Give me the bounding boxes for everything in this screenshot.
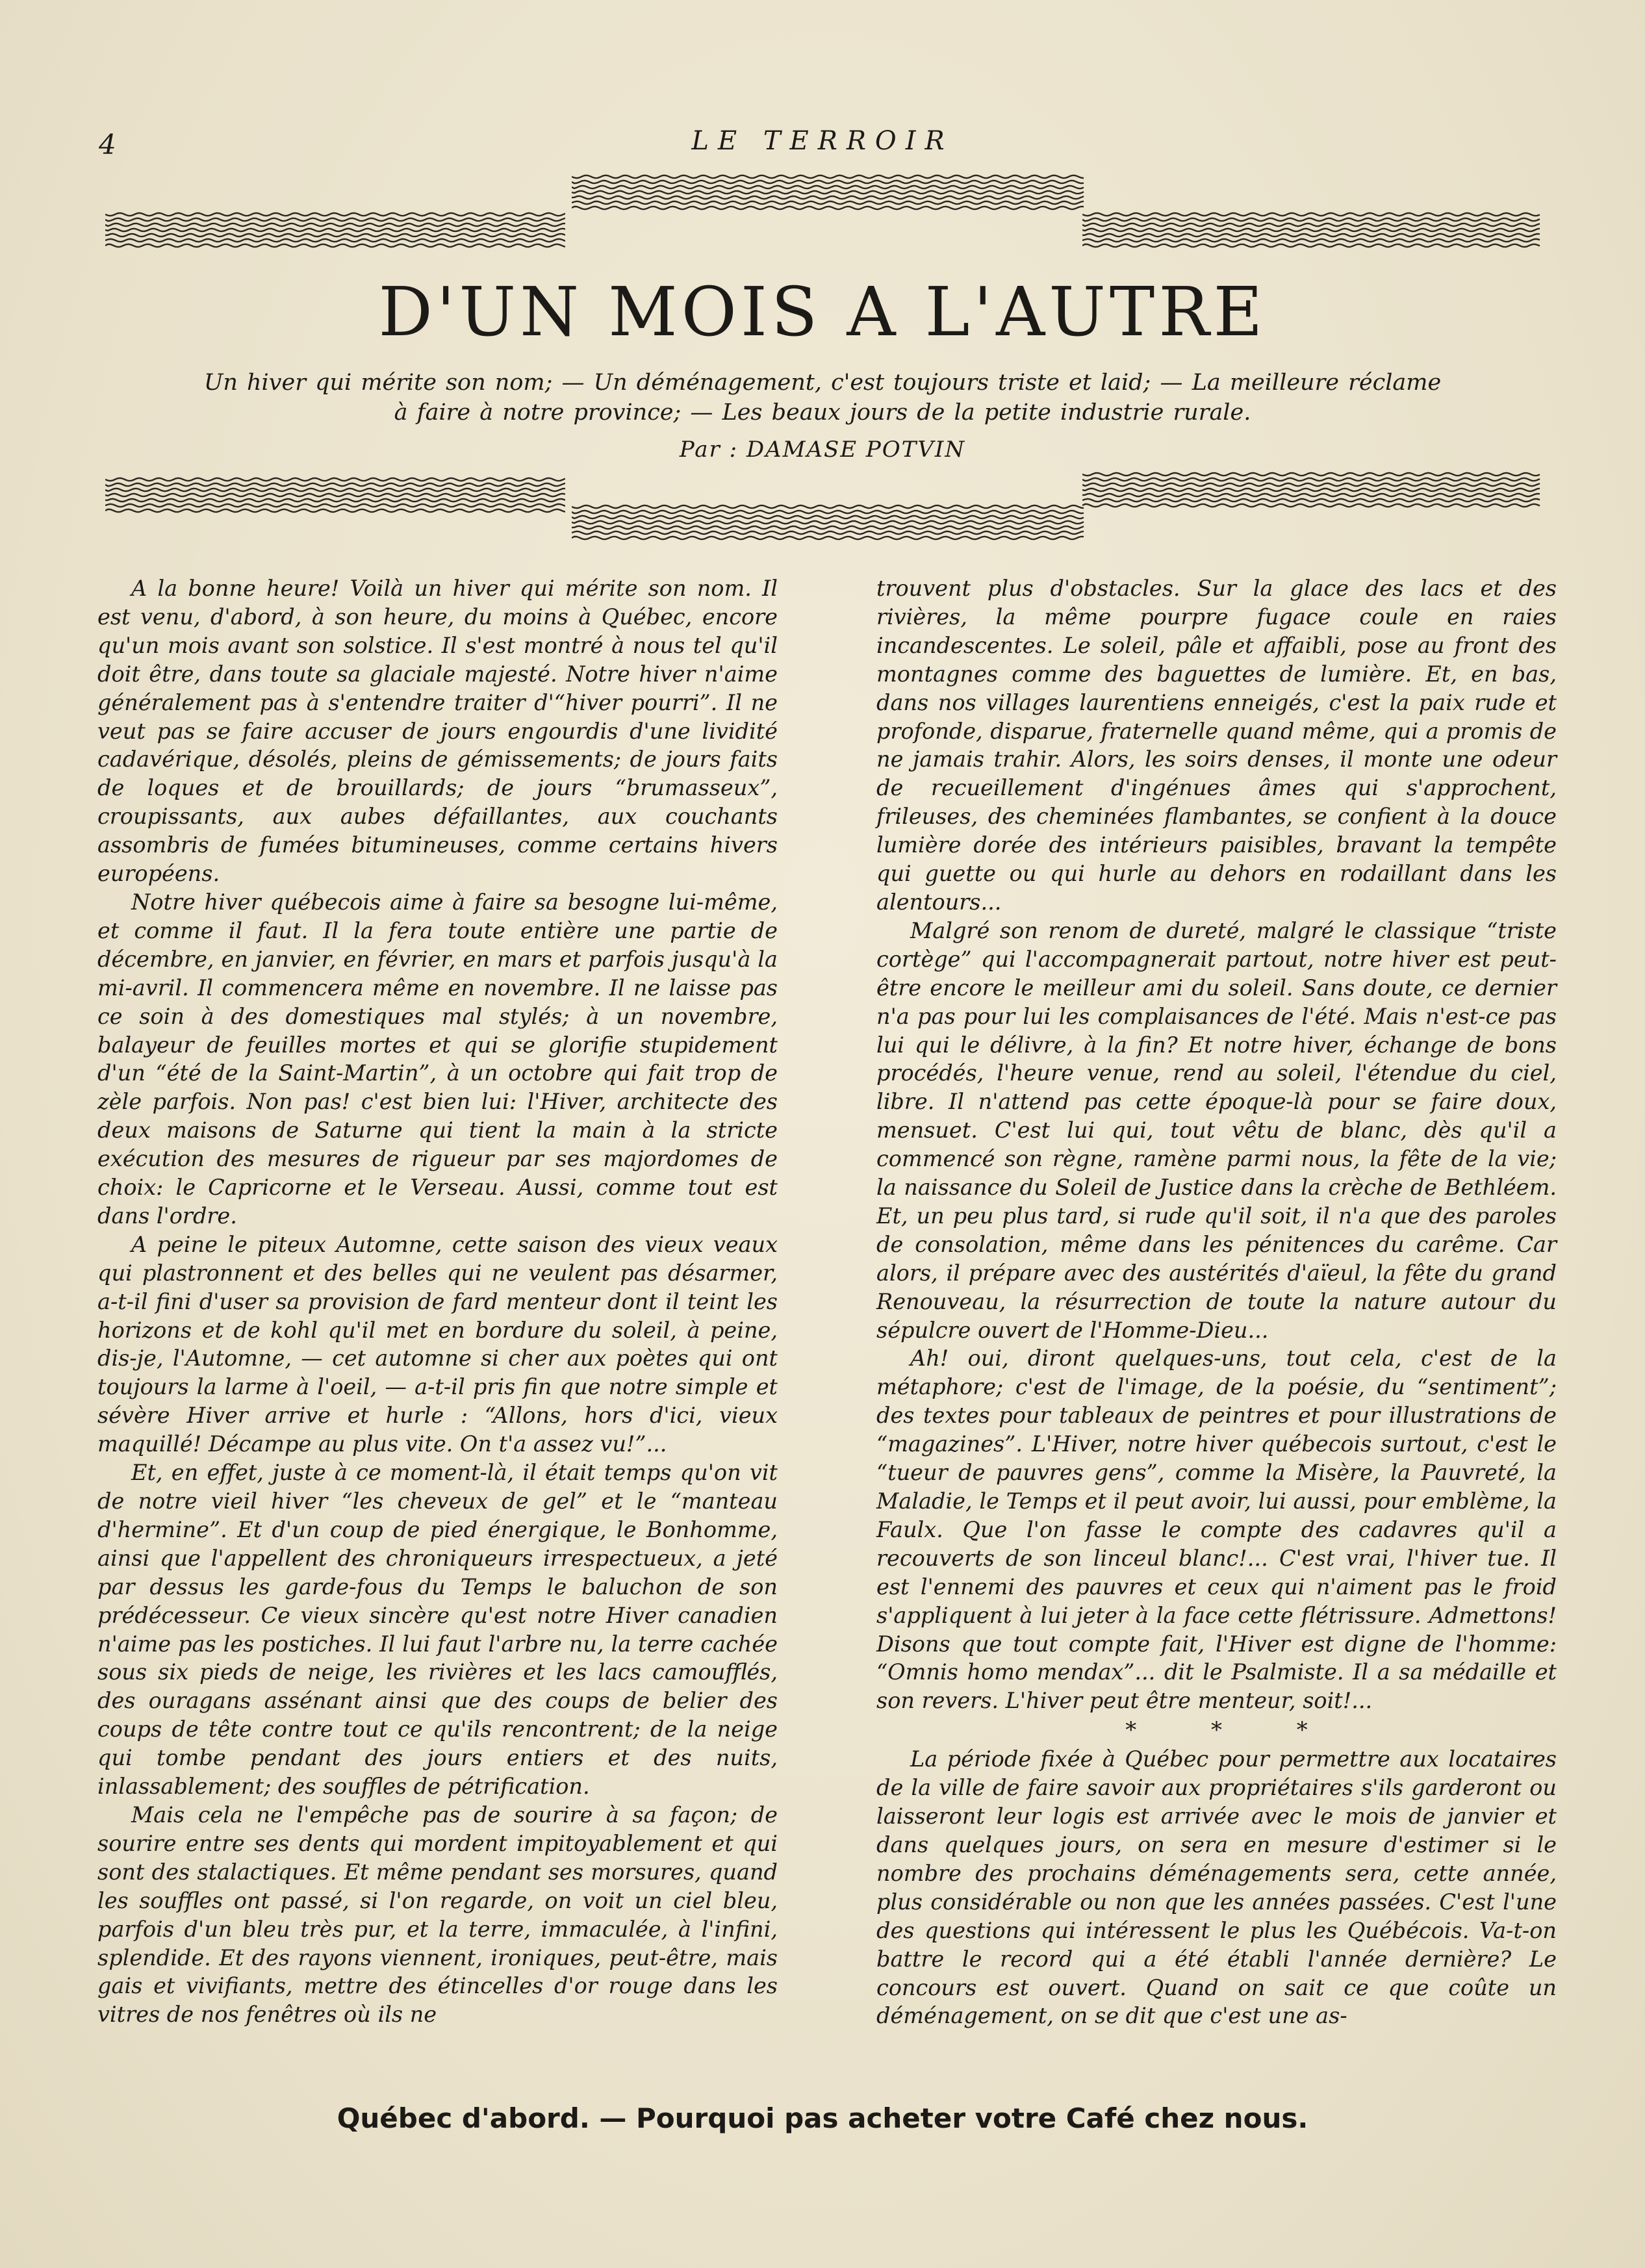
running-head: LE TERROIR xyxy=(691,126,954,156)
ornament-wave-line xyxy=(1082,223,1540,226)
article-title: D'UN MOIS A L'AUTRE xyxy=(378,272,1267,351)
paragraph: Mais cela ne l'empêche pas de sourire à sa façon; de sourire entre ses dents qui mordent impitoyablement et qui sont des stalactiques. Et même pendant ses morsures, quand les souffles ont passé, si l'on regarde, on voit un ciel bleu, parfois d'un bleu très pur, et la terre, immaculée, à l'infini, splendide. Et des rayons viennent, ironiques, peut-être, mais gais et vivifiants, mettre des étincelles d'or rouge dans les vitres de nos fenêtres où ils ne xyxy=(97,1802,778,2028)
ornament-wave-line xyxy=(572,526,1084,529)
paragraph: A peine le piteux Automne, cette saison des vieux veaux qui plastronnent et des belles qui ne veulent pas désarmer, a-t-il fini d'user sa provision de fard menteur dont il teint les horizons et de kohl qu'il met en bordure du soleil, à peine, dis-je, l'Automne, — cet automne si cher aux poètes qui ont toujours la larme à l'oeil, — a-t-il pris fin que notre simple et sévère Hiver arrive et hurle : “Allons, hors d'ici, vieux maquillé! Décampe au plus vite. On t'a assez vu!”... xyxy=(97,1231,778,1457)
ornamental-rule-top-center xyxy=(572,172,1085,213)
ornament-wave-line xyxy=(1082,234,1540,236)
ornament-wave-line xyxy=(105,218,565,221)
ornament-wave-line xyxy=(572,207,1084,209)
ornament-wave-line xyxy=(1082,504,1540,507)
ornament-wave-line xyxy=(105,229,565,231)
ornamental-rule-bottom-left xyxy=(105,474,565,516)
ornament-wave-line xyxy=(1082,229,1540,231)
paragraph-continuation: trouvent plus d'obstacles. Sur la glace des lacs et des rivières, la même pourpre fugace coule en raies incandescentes. Le soleil, pâle et affaibli, pose au front des montagnes comme des baguettes de lumière. Et, en bas, dans nos villages laurentiens enneigés, c'est la paix rude et profonde, disparue, fraternelle quand même, qui a promis de ne jamais trahir. Alors, les soirs denses, il monte une odeur de recueillement d'ingénues âmes qui s'approchent, frileuses, des cheminées flambantes, se confient à la douce lumière dorée des intérieurs paisibles, bravant la tempête qui guette ou qui hurle au dehors en rodaillant dans les alentours... xyxy=(876,576,1557,915)
ornament-wave-line xyxy=(1082,494,1540,496)
paragraph: Ah! oui, diront quelques-uns, tout cela, c'est de la métaphore; c'est de l'image, de la poésie, du “sentiment”; des textes pour tableaux de peintres et pour illustrations de “magazines”. L'Hiver, notre hiver québecois surtout, c'est le “tueur de pauvres gens”, comme la Misère, la Pauvreté, la Maladie, le Temps et il peut avoir, lui aussi, pour emblème, la Faulx. Que l'on fasse le compte des cadavres qu'il a recouverts de son linceul blanc!... C'est vrai, l'hiver tue. Il est l'ennemi des pauvres et ceux qui n'aiment pas le froid s'appliquent à lui jeter à la face cette flétrissure. Admettons! Disons que tout compte fait, l'Hiver est digne de l'homme: “Omnis homo mendax”... dit le Psalmiste. Il a sa médaille et son revers. L'hiver peut être menteur, soit!... xyxy=(876,1345,1557,1714)
section-separator: * * * xyxy=(1125,1717,1342,1744)
ornamental-rule-bottom-center xyxy=(572,502,1085,543)
ornamental-rule-top-right xyxy=(1082,209,1541,251)
ornament-wave-line xyxy=(572,511,1084,513)
ornament-wave-line xyxy=(1082,473,1540,476)
ornament-wave-line xyxy=(572,201,1084,204)
article-byline: Par : DAMASE POTVIN xyxy=(679,437,966,463)
ornament-wave-line xyxy=(1082,213,1540,216)
ornament-wave-line xyxy=(1082,483,1540,486)
ornament-wave-line xyxy=(105,223,565,226)
ornament-wave-line xyxy=(1082,239,1540,242)
paragraph: A la bonne heure! Voilà un hiver qui mérite son nom. Il est venu, d'abord, à son heure, du moins à Québec, encore qu'un mois avant son solstice. Il s'est montré à nous tel qu'il doit être, dans toute sa glaciale majesté. Notre hiver n'aime généralement pas à s'entendre traiter d'“hiver pourri”. Il ne veut pas se faire accuser de jours engourdis d'une lividité cadavérique, désolés, pleins de gémissements; de jours faits de loques et de brouillards; de jours “brumasseux”, croupissants, aux aubes défaillantes, aux couchants assombris de fumées bitumineuses, comme certains hivers européens. xyxy=(97,576,778,887)
paragraph: Malgré son renom de dureté, malgré le classique “triste cortège” qui l'accompagnerait partout, notre hiver est peut-être encore le meilleur ami du soleil. Sans doute, ce dernier n'a pas pour lui les complaisances de l'été. Mais n'est-ce pas lui qui le délivre, à la fin? Et notre hiver, échange de bons procédés, l'heure venue, rend au soleil, l'étendue du ciel, libre. Il n'attend pas cette époque-là pour se faire doux, mensuet. C'est lui qui, tout vêtu de blanc, dès qu'il a commencé son règne, ramène parmi nous, la fête de la vie; la naissance du Soleil de Justice dans la crèche de Bethléem. Et, un peu plus tard, si rude qu'il soit, il n'a que des paroles de consolation, même dans les pénitences du carême. Car alors, il prépare avec des austérités d'aïeul, la fête du grand Renouveau, la résurrection de toute la nature autour du sépulcre ouvert de l'Homme-Dieu... xyxy=(876,917,1557,1343)
ornament-wave-line xyxy=(572,505,1084,508)
ornament-wave-line xyxy=(572,521,1084,524)
ornament-wave-line xyxy=(105,244,565,247)
ornament-wave-line xyxy=(105,213,565,216)
ornament-wave-line xyxy=(572,516,1084,518)
ornament-wave-line xyxy=(572,175,1084,178)
paragraph: La période fixée à Québec pour permettre aux locataires de la ville de faire savoir aux propriétaires s'ils garderont ou laisseront leur logis est arrivée avec le mois de janvier et dans quelques jours, on sera en mesure d'estimer si le nombre des prochains déménagements sera, cette année, plus considérable ou non que les années passées. C'est l'une des questions qui intéressent le plus les Québécois. Va-t-on battre le record qui a été établi l'année dernière? Le concours est ouvert. Quand on sait ce que coûte un déménagement, on se dit que c'est une as- xyxy=(876,1746,1557,2029)
ornament-wave-line xyxy=(1082,478,1540,481)
ornament-wave-line xyxy=(105,234,565,236)
ornament-wave-line xyxy=(105,239,565,242)
ornament-wave-line xyxy=(572,196,1084,199)
footer-advertisement: Québec d'abord. — Pourquoi pas acheter votre Café chez nous. xyxy=(337,2102,1308,2134)
ornament-wave-line xyxy=(1082,489,1540,491)
ornament-wave-line xyxy=(572,186,1084,188)
article-subtitle: Un hiver qui mérite son nom; — Un déménagement, c'est toujours triste et laid; — La meilleure réclame à faire à notre province; — Les beaux jours de la petite industrie rurale. xyxy=(203,370,1442,426)
right-column xyxy=(876,574,1557,2030)
ornament-wave-line xyxy=(1082,244,1540,247)
ornament-wave-line xyxy=(572,191,1084,194)
ornament-wave-line xyxy=(1082,499,1540,502)
ornament-wave-line xyxy=(572,531,1084,534)
ornament-wave-line xyxy=(105,483,565,486)
ornament-wave-line xyxy=(1082,218,1540,221)
ornamental-rule-top-left xyxy=(105,209,565,251)
ornamental-rule-bottom-right xyxy=(1082,469,1541,511)
page-number: 4 xyxy=(99,129,116,160)
ornament-wave-line xyxy=(572,181,1084,183)
ornament-wave-line xyxy=(105,499,565,502)
ornament-wave-line xyxy=(572,537,1084,539)
ornament-wave-line xyxy=(105,494,565,496)
left-column xyxy=(97,574,778,2029)
ornament-wave-line xyxy=(105,489,565,491)
ornament-wave-line xyxy=(105,509,565,512)
paragraph: Et, en effet, juste à ce moment-là, il était temps qu'on vit de notre vieil hiver “les cheveux de gel” et le “manteau d'hermine”. Et d'un coup de pied énergique, le Bonhomme, ainsi que l'appellent des chroniqueurs irrespectueux, a jeté par dessus les garde-fous du Temps le baluchon de son prédécesseur. Ce vieux sincère qu'est notre Hiver canadien n'aime pas les postiches. Il lui faut l'arbre nu, la terre cachée sous six pieds de neige, les rivières et les lacs camoufflés, des ouragans assénant ainsi que des coups de belier des coups de tête contre tout ce qu'ils rencontrent; de la neige qui tombe pendant des jours entiers et des nuits, inlassablement; des souffles de pétrification. xyxy=(97,1460,778,1800)
ornament-wave-line xyxy=(105,504,565,507)
ornament-wave-line xyxy=(105,478,565,481)
paragraph: Notre hiver québecois aime à faire sa besogne lui-même, et comme il faut. Il la fera toute entière une partie de décembre, en janvier, en février, en mars et parfois jusqu'à la mi-avril. Il commencera même en novembre. Il ne laisse pas ce soin à des domestiques mal stylés; à un novembre, balayeur de feuilles mortes et qui se glorifie stupidement d'un “été de la Saint-Martin”, à un octobre qui fait trop de zèle parfois. Non pas! c'est bien lui: l'Hiver, architecte des deux maisons de Saturne qui tient la main à la stricte exécution des mesures de rigueur par ses majordomes de choix: le Capricorne et le Verseau. Aussi, comme tout est dans l'ordre. xyxy=(97,889,778,1229)
